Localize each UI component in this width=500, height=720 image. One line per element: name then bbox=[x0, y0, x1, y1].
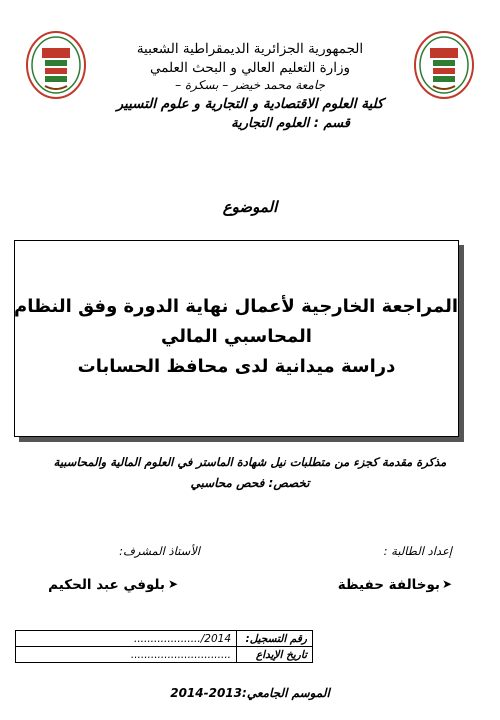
memo-description: مذكرة مقدمة كجزء من متطلبات نيل شهادة الماستر في العلوم المالية والمحاسبية bbox=[53, 455, 447, 469]
deposit-date-label: تاريخ الإيداع bbox=[237, 647, 313, 663]
student-name: بوخالفة حفيظة bbox=[337, 577, 440, 593]
specialization: تخصص: فحص محاسبي bbox=[190, 476, 310, 490]
supervisor-name: بلوفي عبد الحكيم bbox=[48, 577, 165, 593]
subject-heading: الموضوع bbox=[222, 198, 278, 216]
faculty-name: كلية العلوم الاقتصادية و التجارية و علوم التسيير bbox=[116, 96, 384, 112]
table-row bbox=[16, 631, 313, 647]
university-name: جامعة محمد خيضر – بسكرة – bbox=[175, 78, 325, 92]
republic-name: الجمهورية الجزائرية الديمقراطية الشعبية bbox=[136, 41, 364, 57]
ministry-name: وزارة التعليم العالي و البحث العلمي bbox=[149, 60, 350, 76]
table-row bbox=[16, 647, 313, 663]
university-logo-right bbox=[413, 30, 475, 100]
registration-number-label: رقم التسجيل: bbox=[237, 631, 313, 647]
thesis-title-line2: المحاسبي المالي bbox=[161, 326, 312, 347]
thesis-title-box bbox=[14, 240, 459, 437]
student-label: إعداد الطالبة : bbox=[383, 544, 452, 558]
registration-table bbox=[15, 630, 313, 663]
thesis-title-line3: دراسة ميدانية لدى محافظ الحسابات bbox=[77, 356, 396, 377]
department-name: قسم : العلوم التجارية bbox=[231, 116, 350, 131]
arrowhead-icon: ➤ bbox=[441, 577, 452, 591]
academic-year: الموسم الجامعي:2013-2014 bbox=[170, 686, 330, 700]
supervisor-label: الأستاذ المشرف: bbox=[119, 544, 200, 558]
university-logo-left bbox=[25, 30, 87, 100]
deposit-date-value: .............................. bbox=[16, 647, 237, 663]
thesis-title-line1: المراجعة الخارجية لأعمال نهاية الدورة وفق النظام bbox=[14, 296, 458, 317]
arrowhead-icon: ➤ bbox=[167, 577, 178, 591]
registration-number-value: ..................../2014 bbox=[16, 631, 237, 647]
